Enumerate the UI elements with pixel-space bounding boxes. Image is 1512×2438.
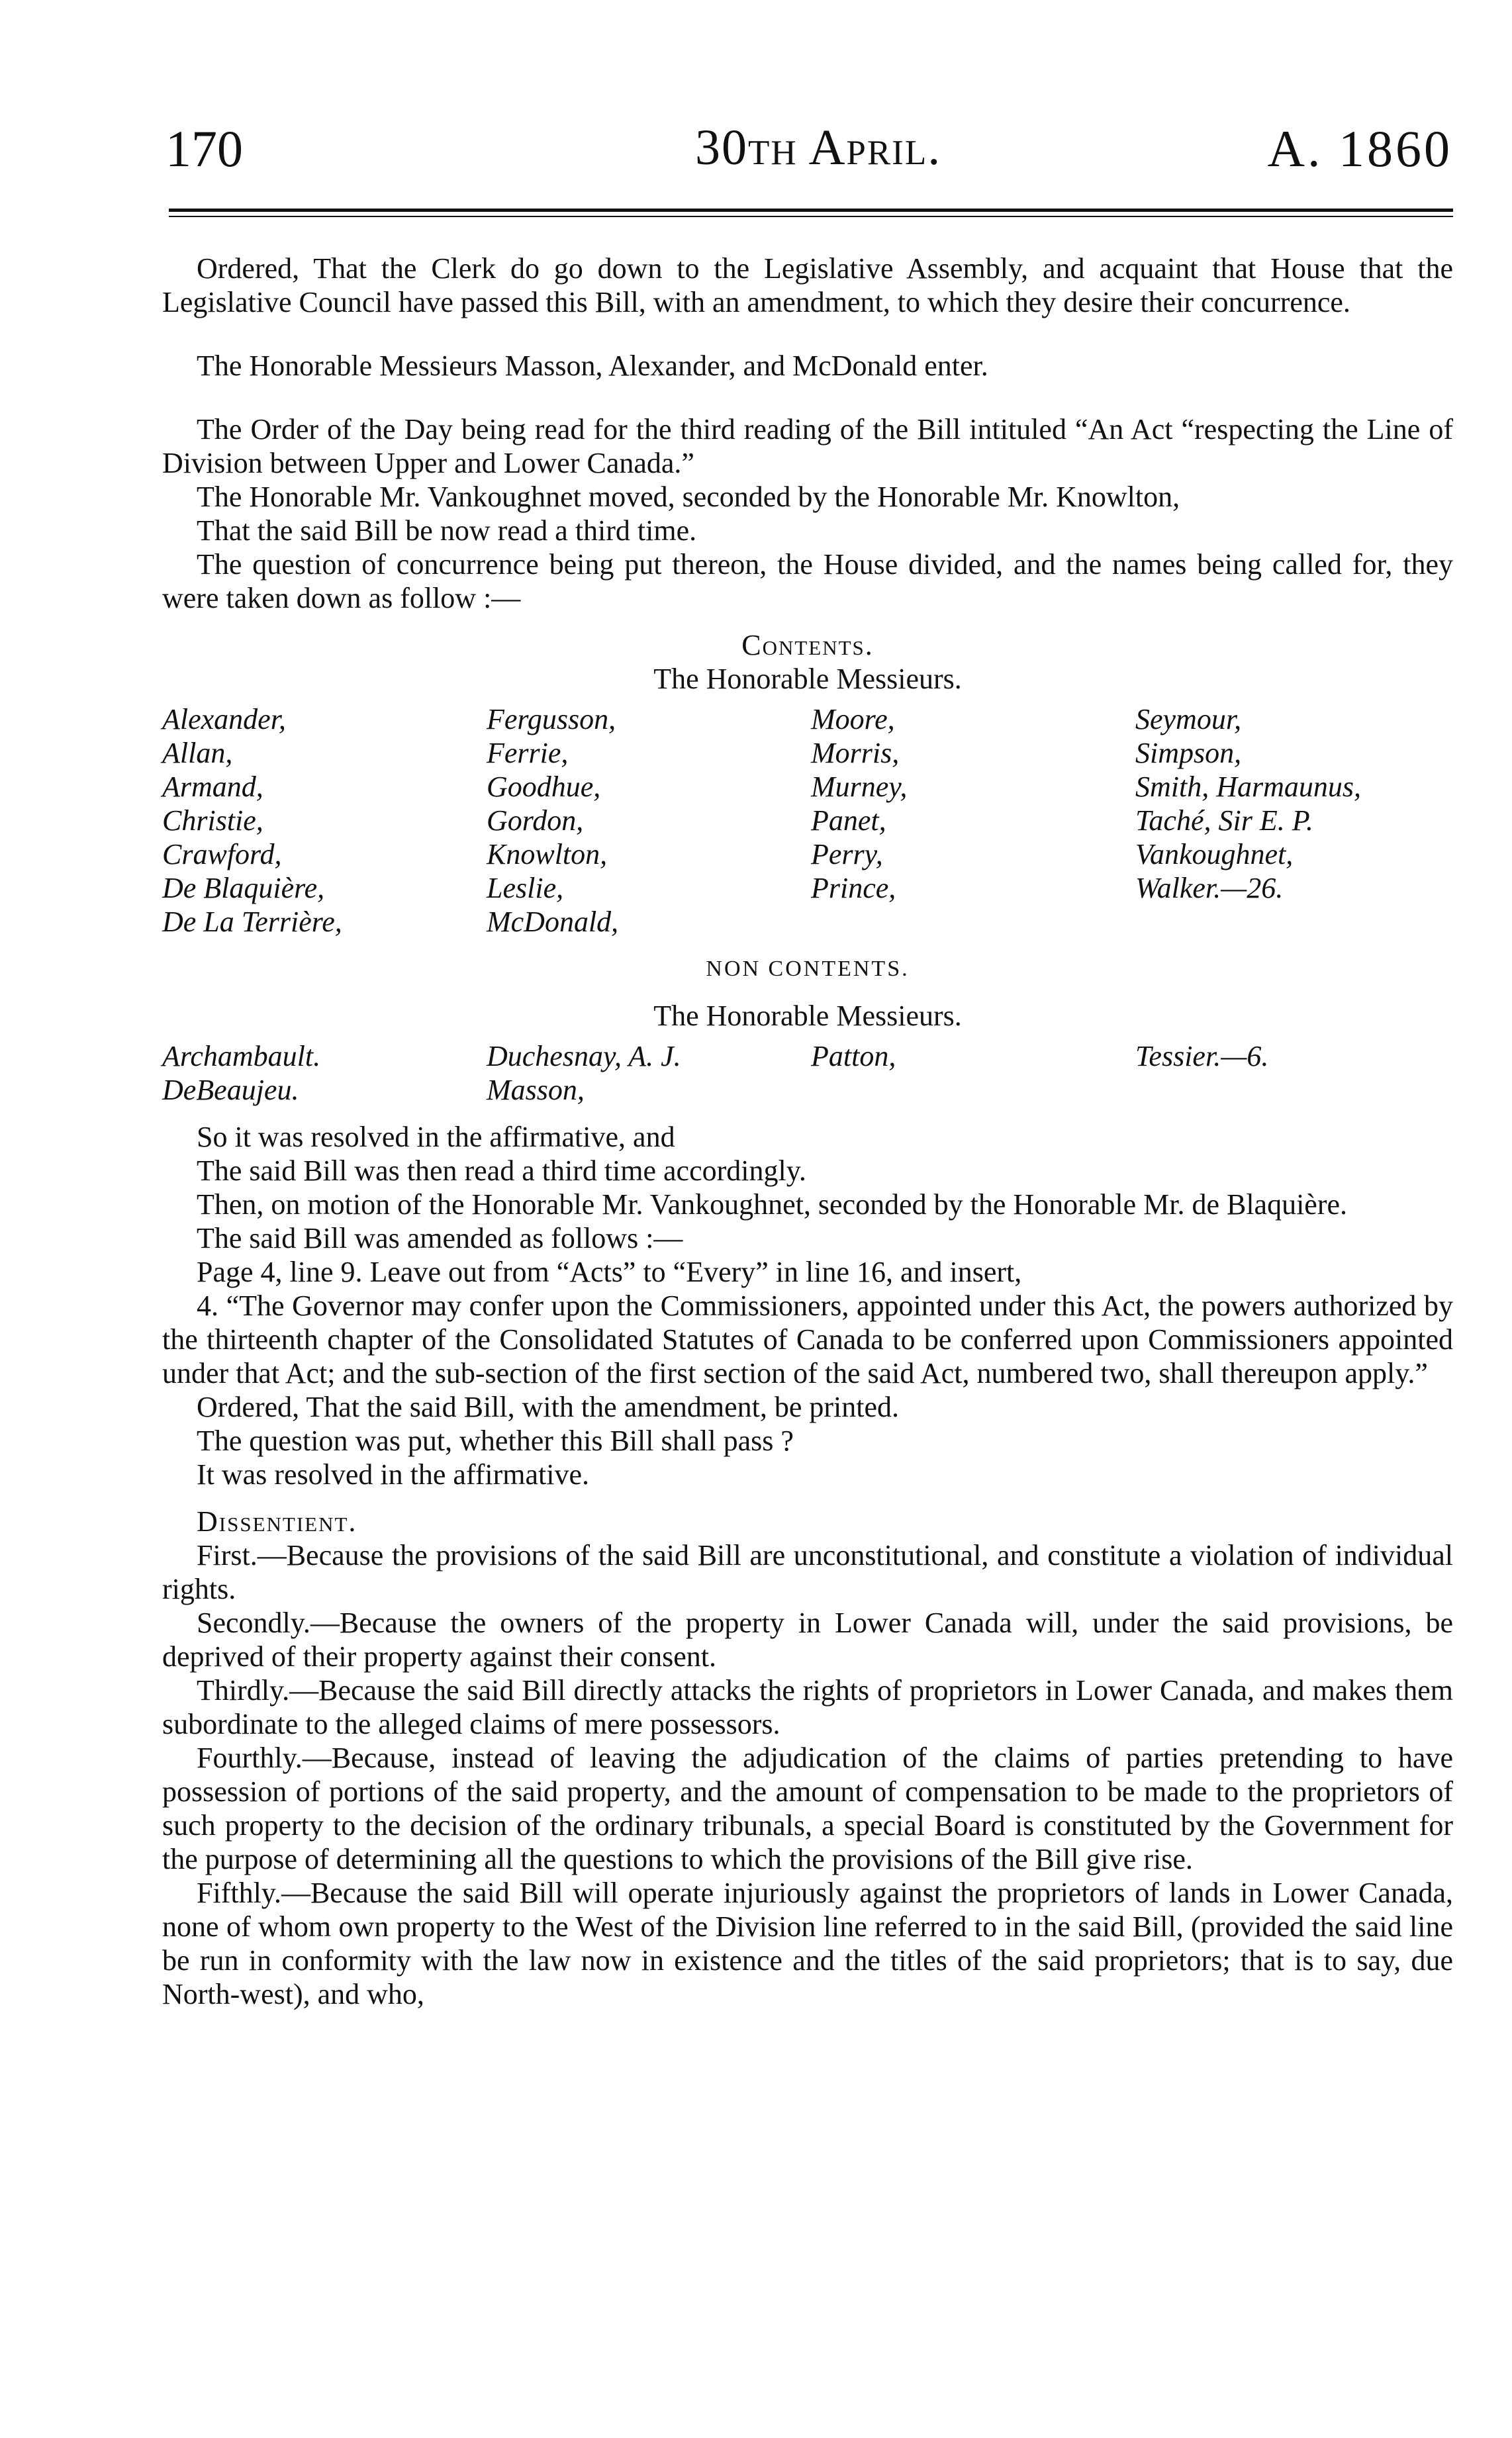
line-resolved-affirmative: So it was resolved in the affirmative, and [197,1121,675,1153]
contents-column-1 [162,702,487,939]
line-read-third-time: The said Bill was then read a third time accordingly. [197,1154,806,1187]
contents-heading: Contents. [741,629,874,661]
name-entry: Archambault. [162,1040,321,1072]
paragraph-messieurs-enter: The Honorable Messieurs Masson, Alexander, and McDonald enter. [197,350,988,382]
name-entry: Duchesnay, A. J. [487,1040,681,1072]
paragraph-third-time: That the said Bill be now read a third time. [197,514,697,547]
paragraph-order-of-day: The Order of the Day being read for the third reading of the Bill intituled “An Act “respecting the Line of Division between Upper and Lower Canada.” [162,413,1453,479]
line-resolved: It was resolved in the affirmative. [197,1458,589,1491]
non-contents-column-2 [487,1039,811,1107]
name-entry: Moore, [811,703,895,735]
name-entry: Walker.—26. [1135,872,1284,904]
name-entry: McDonald, [487,906,619,938]
header-rule-thick [169,209,1453,212]
name-entry: DeBeaujeu. [162,1074,299,1106]
non-contents-column-3 [811,1039,1135,1107]
name-entry: Seymour, [1135,703,1242,735]
dissentient-heading: Dissentient. [197,1505,357,1538]
contents-column-3 [811,702,1135,939]
line-page-line: Page 4, line 9. Leave out from “Acts” to “Every” in line 16, and insert, [197,1256,1022,1288]
name-entry: De La Terrière, [162,906,342,938]
name-entry: Smith, Harmaunus, [1135,771,1362,803]
line-motion-amend: Then, on motion of the Honorable Mr. Vankoughnet, seconded by the Honorable Mr. de Blaquière. [197,1188,1348,1221]
name-entry: Murney, [811,771,908,803]
header-year: A. 1860 [1267,120,1452,177]
name-entry: Crawford, [162,838,282,870]
name-entry: Christie, [162,804,263,837]
line-amended-as-follows: The said Bill was amended as follows :— [197,1222,683,1254]
document-body [162,252,1453,2011]
paragraph-ordered-clerk: Ordered, That the Clerk do go down to the Legislative Assembly, and acquaint that House that the Legislative Council have passed this Bill, with an amendment, to which they desire their concurrence. [162,252,1453,318]
contents-names-table [162,702,1453,939]
name-entry: Knowlton, [487,838,608,870]
name-entry: Goodhue, [487,771,601,803]
non-contents-subheading: The Honorable Messieurs. [653,1000,962,1032]
name-entry: Panet, [811,804,886,837]
dissent-third: Thirdly.—Because the said Bill directly attacks the rights of proprietors in Lower Canada, and makes them subordinate to the alleged claims of mere possessors. [162,1674,1453,1740]
name-entry: Perry, [811,838,883,870]
name-entry: De Blaquière, [162,872,325,904]
line-amendment-text: 4. “The Governor may confer upon the Commissioners, appointed under this Act, the powers authorized by the thirteenth chapter of the Consolidated Statutes of Canada to be conferred upon Commissioners appointed under that Act; and the sub-section of the first section of the said Act, numbered two, shall thereupon apply.” [162,1289,1453,1389]
name-entry: Morris, [811,737,900,769]
name-entry: Masson, [487,1074,585,1106]
name-entry: Gordon, [487,804,584,837]
name-entry: Armand, [162,771,263,803]
non-contents-column-4 [1135,1039,1453,1107]
dissent-second: Secondly.—Because the owners of the property in Lower Canada will, under the said provisions, be deprived of their property against their consent. [162,1607,1453,1673]
name-entry: Fergusson, [487,703,616,735]
paragraph-motion: The Honorable Mr. Vankoughnet moved, seconded by the Honorable Mr. Knowlton, [197,481,1180,513]
dissent-first: First.—Because the provisions of the said Bill are unconstitutional, and constitute a violation of individual rights. [162,1539,1453,1605]
line-ordered-printed: Ordered, That the said Bill, with the amendment, be printed. [197,1391,900,1423]
line-question-pass: The question was put, whether this Bill shall pass ? [197,1425,794,1457]
non-contents-heading: NON CONTENTS. [706,957,910,981]
name-entry: Patton, [811,1040,896,1072]
page-header [165,119,1452,185]
name-entry: Prince, [811,872,896,904]
page-number: 170 [165,120,243,177]
header-date: 30th April. [695,120,942,175]
contents-column-4 [1135,702,1453,939]
name-entry: Tessier.—6. [1135,1040,1269,1072]
contents-subheading: The Honorable Messieurs. [653,663,962,695]
name-entry: Allan, [162,737,233,769]
header-rule-thin [169,216,1453,217]
non-contents-column-1 [162,1039,487,1107]
dissent-fifth: Fifthly.—Because the said Bill will operate injuriously against the proprietors of lands in Lower Canada, none of whom own property to the West of the Division line referred to in the said Bill, (provided the said line be run in conformity with the law now in existence and the titles of the said proprietors; that is to say, due North-west), and who, [162,1877,1453,2010]
paragraph-question-divided: The question of concurrence being put thereon, the House divided, and the names being called for, they were taken down as follow :— [162,548,1453,614]
name-entry: Taché, Sir E. P. [1135,804,1313,837]
non-contents-names-table [162,1039,1453,1107]
name-entry: Simpson, [1135,737,1242,769]
dissent-fourth: Fourthly.—Because, instead of leaving the adjudication of the claims of parties pretending to have possession of portions of the said property, and the amount of compensation to be made to the proprietors of such property to the decision of the ordinary tribunals, a special Board is constituted by the Government for the purpose of determining all the questions to which the provisions of the Bill give rise. [162,1742,1453,1875]
name-entry: Vankoughnet, [1135,838,1294,870]
contents-column-2 [487,702,811,939]
name-entry: Alexander, [162,703,286,735]
name-entry: Ferrie, [487,737,569,769]
name-entry: Leslie, [487,872,564,904]
